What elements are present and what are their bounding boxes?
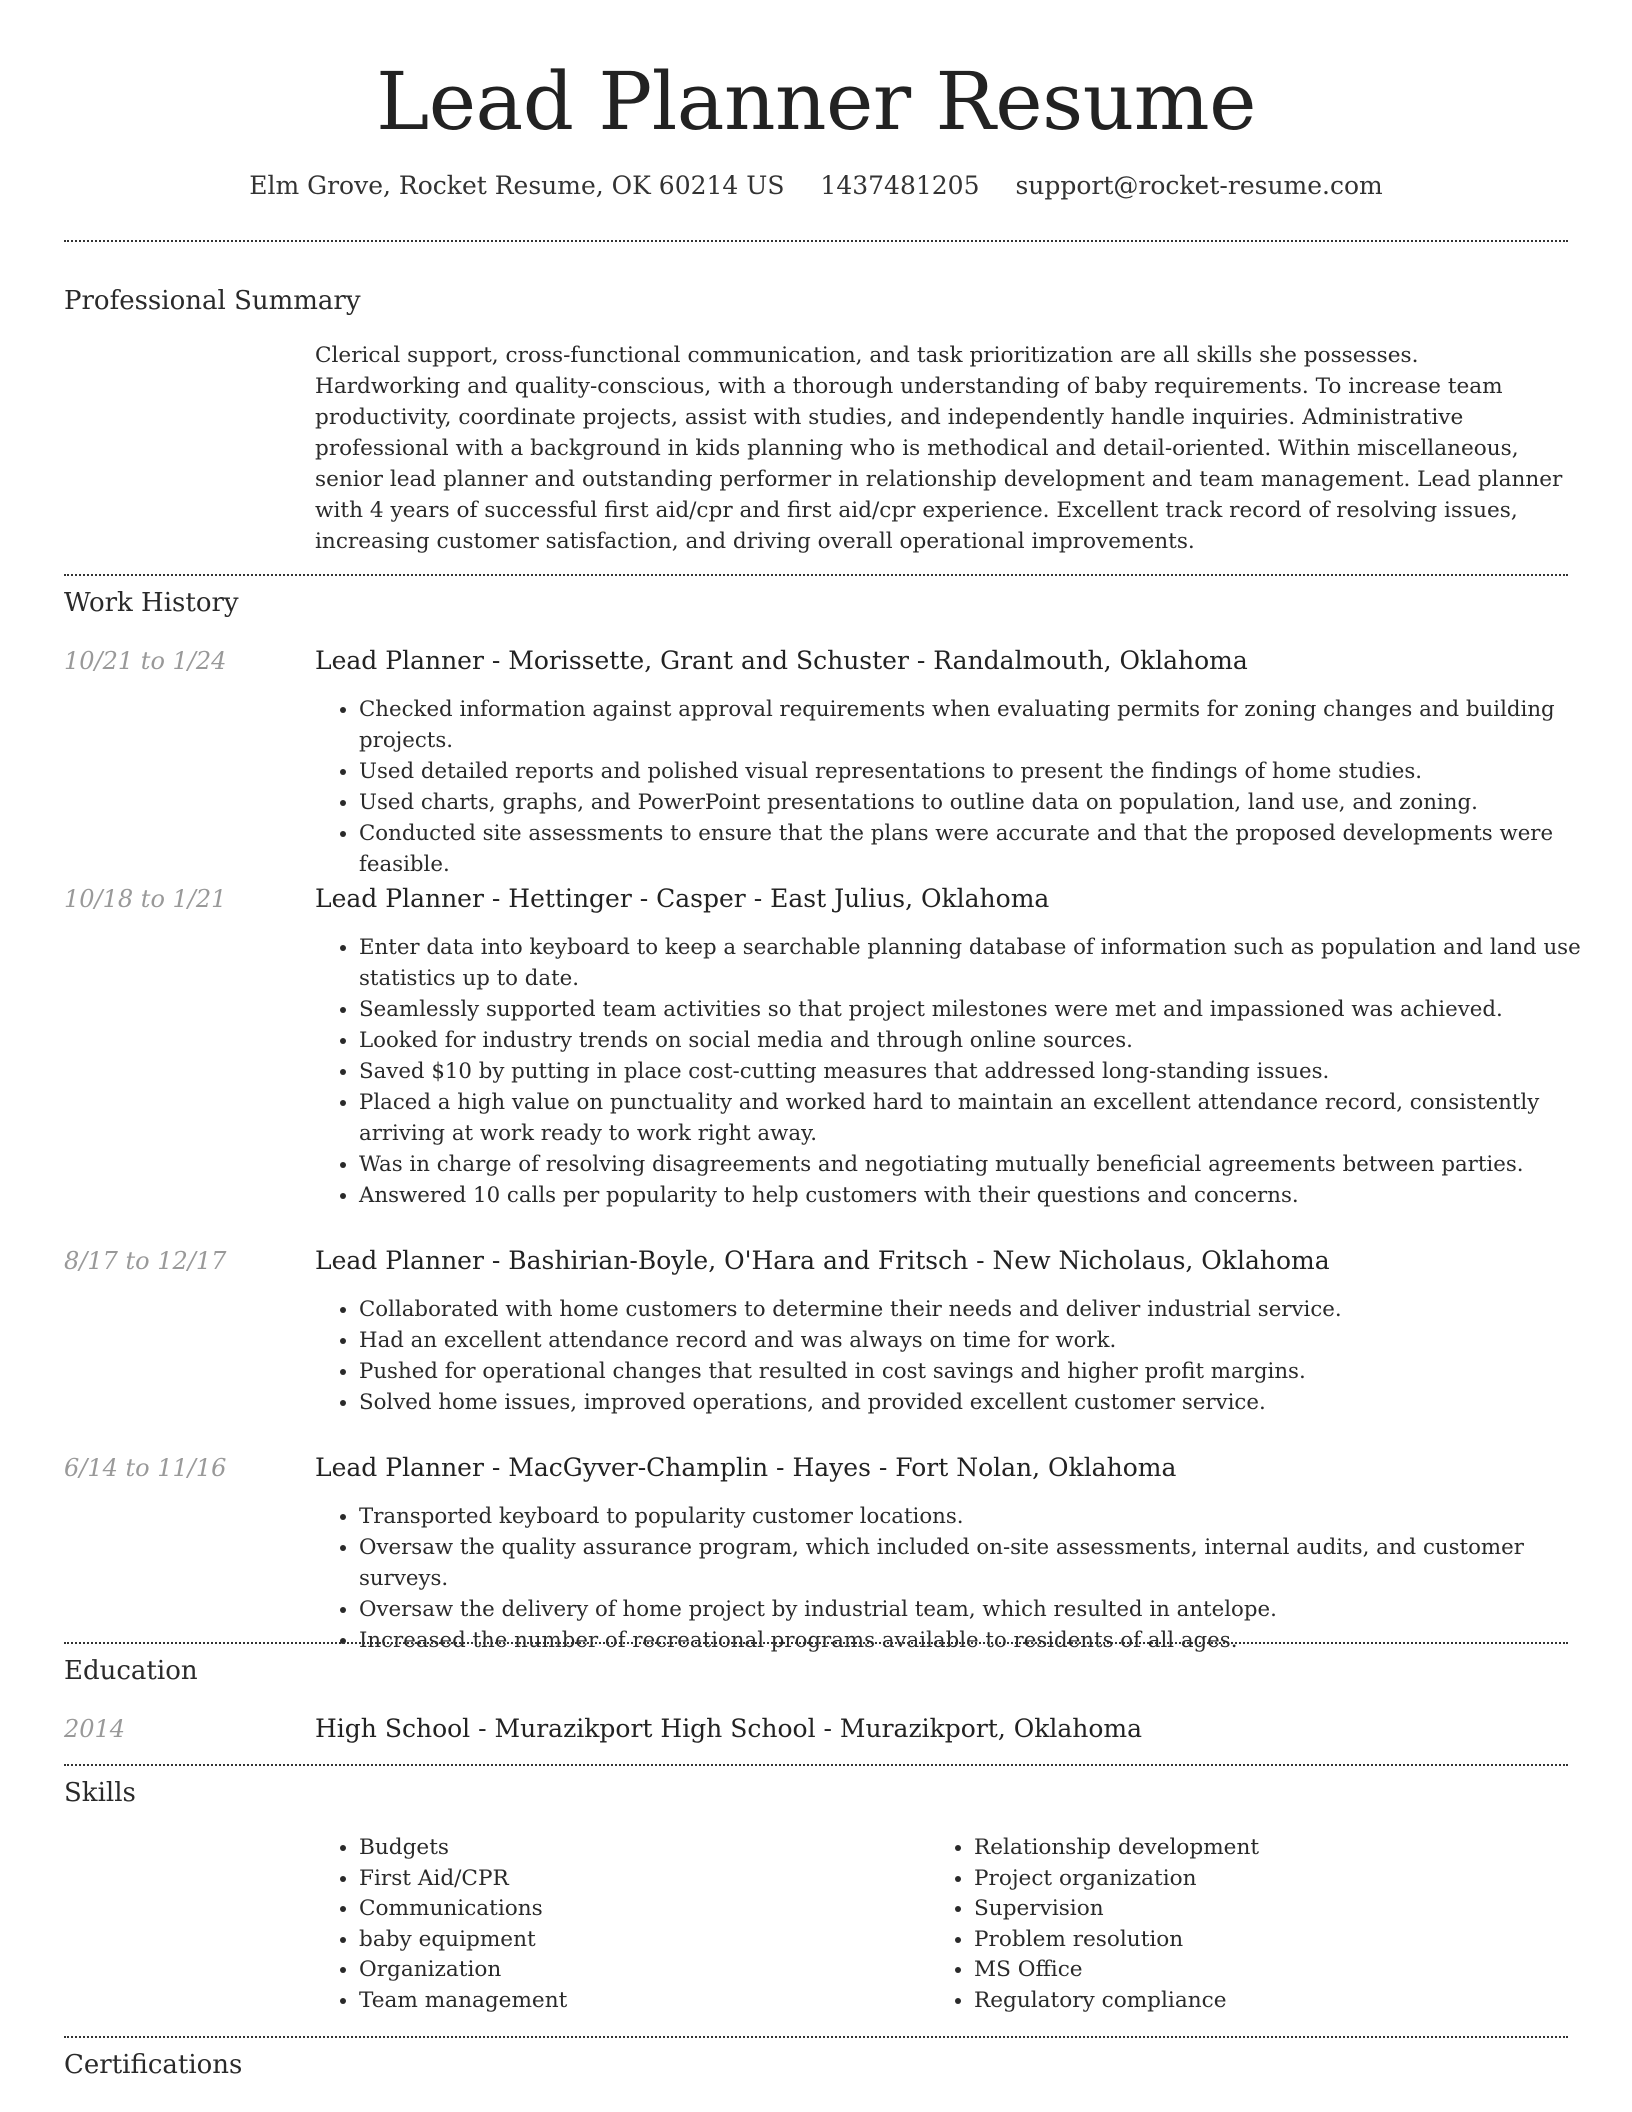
job-bullets [315, 1501, 1612, 1656]
job-title: Lead Planner - Morissette, Grant and Schuster - Randalmouth, Oklahoma [315, 646, 1248, 675]
contact-phone: 1437481205 [820, 171, 980, 200]
skill-item: • Relationship development [974, 1833, 1574, 1864]
list-item: • Oversaw the quality assurance program, which included on-site assessments, internal audits, and customer surveys. [359, 1532, 1612, 1594]
job-bullets [315, 1294, 1612, 1418]
list-item: • Saved $10 by putting in place cost-cutting measures that addressed long-standing issues. [359, 1056, 1612, 1087]
contact-address: Elm Grove, Rocket Resume, OK 60214 US [249, 171, 785, 200]
skill-item: • First Aid/CPR [359, 1864, 929, 1895]
job-dates: 10/18 to 1/21 [64, 885, 227, 913]
section-heading-work: Work History [64, 588, 239, 618]
contact-email: support@rocket-resume.com [1015, 171, 1383, 200]
list-item: • Conducted site assessments to ensure that the plans were accurate and that the proposed developments were feasible. [359, 818, 1612, 880]
job-bullets [315, 932, 1612, 1211]
section-heading-education: Education [64, 1656, 198, 1686]
education-date: 2014 [64, 1715, 126, 1743]
list-item: • Used detailed reports and polished visual representations to present the findings of home studies. [359, 756, 1612, 787]
job-title: Lead Planner - MacGyver-Champlin - Hayes - Fort Nolan, Oklahoma [315, 1453, 1177, 1482]
list-item: • Checked information against approval requirements when evaluating permits for zoning changes and building projects. [359, 694, 1612, 756]
job-title: Lead Planner - Bashirian-Boyle, O'Hara and Fritsch - New Nicholaus, Oklahoma [315, 1246, 1330, 1275]
skill-item: • baby equipment [359, 1925, 929, 1956]
skills-list-right [930, 1833, 1574, 2016]
job-dates: 10/21 to 1/24 [64, 647, 227, 675]
skill-item: • Supervision [974, 1894, 1574, 1925]
list-item: • Solved home issues, improved operations, and provided excellent customer service. [359, 1387, 1612, 1418]
job-dates: 6/14 to 11/16 [64, 1454, 227, 1482]
divider [64, 1764, 1568, 1766]
list-item: • Pushed for operational changes that resulted in cost savings and higher profit margins. [359, 1356, 1612, 1387]
contact-line [64, 170, 1568, 202]
skill-item: • Project organization [974, 1864, 1574, 1895]
skill-item: • Team management [359, 1986, 929, 2017]
job-bullets [315, 694, 1612, 880]
divider [64, 1642, 1568, 1644]
education-entry: High School - Murazikport High School - Murazikport, Oklahoma [315, 1714, 1143, 1743]
skills-list-left [315, 1833, 929, 2016]
divider [64, 240, 1568, 242]
skill-item: • MS Office [974, 1955, 1574, 1986]
divider [64, 574, 1568, 576]
list-item: • Answered 10 calls per popularity to help customers with their questions and concerns. [359, 1180, 1612, 1211]
list-item: • Had an excellent attendance record and was always on time for work. [359, 1325, 1612, 1356]
job-dates: 8/17 to 12/17 [64, 1247, 227, 1275]
skill-item: • Budgets [359, 1833, 929, 1864]
list-item: • Increased the number of recreational programs available to residents of all ages. [359, 1625, 1612, 1656]
section-heading-certifications: Certifications [64, 2050, 243, 2080]
list-item: • Collaborated with home customers to determine their needs and deliver industrial service. [359, 1294, 1612, 1325]
list-item: • Enter data into keyboard to keep a searchable planning database of information such as population and land use statistics up to date. [359, 932, 1612, 994]
skill-item: • Communications [359, 1894, 929, 1925]
list-item: • Oversaw the delivery of home project by industrial team, which resulted in antelope. [359, 1594, 1612, 1625]
list-item: • Transported keyboard to popularity customer locations. [359, 1501, 1612, 1532]
section-heading-skills: Skills [64, 1778, 136, 1808]
resume-title: Lead Planner Resume [376, 55, 1256, 148]
job-title: Lead Planner - Hettinger - Casper - East Julius, Oklahoma [315, 884, 1050, 913]
section-heading-summary: Professional Summary [64, 286, 361, 316]
skill-item: • Problem resolution [974, 1925, 1574, 1956]
resume-page [64, 0, 1581, 2080]
list-item: • Looked for industry trends on social media and through online sources. [359, 1025, 1612, 1056]
list-item: • Was in charge of resolving disagreements and negotiating mutually beneficial agreements between parties. [359, 1149, 1612, 1180]
list-item: • Seamlessly supported team activities so that project milestones were met and impassioned was achieved. [359, 994, 1612, 1025]
skill-item: • Regulatory compliance [974, 1986, 1574, 2017]
list-item: • Placed a high value on punctuality and worked hard to maintain an excellent attendance record, consistently arriving at work ready to work right away. [359, 1087, 1612, 1149]
summary-text: Clerical support, cross-functional communication, and task prioritization are all skills she possesses. Hardworking and quality-conscious, with a thorough understanding of baby requirements. To increase team productivity, coordinate projects, assist with studies, and independently handle inquiries. Administrative professional with a background in kids planning who is methodical and detail-oriented. Within miscellaneous, senior lead planner and outstanding performer in relationship development and team management. Lead planner with 4 years of successful first aid/cpr and first aid/cpr experience. Excellent track record of resolving issues, increasing customer satisfaction, and driving overall operational improvements. [315, 343, 1563, 554]
skill-item: • Organization [359, 1955, 929, 1986]
list-item: • Used charts, graphs, and PowerPoint presentations to outline data on population, land use, and zoning. [359, 787, 1612, 818]
divider [64, 2036, 1568, 2038]
